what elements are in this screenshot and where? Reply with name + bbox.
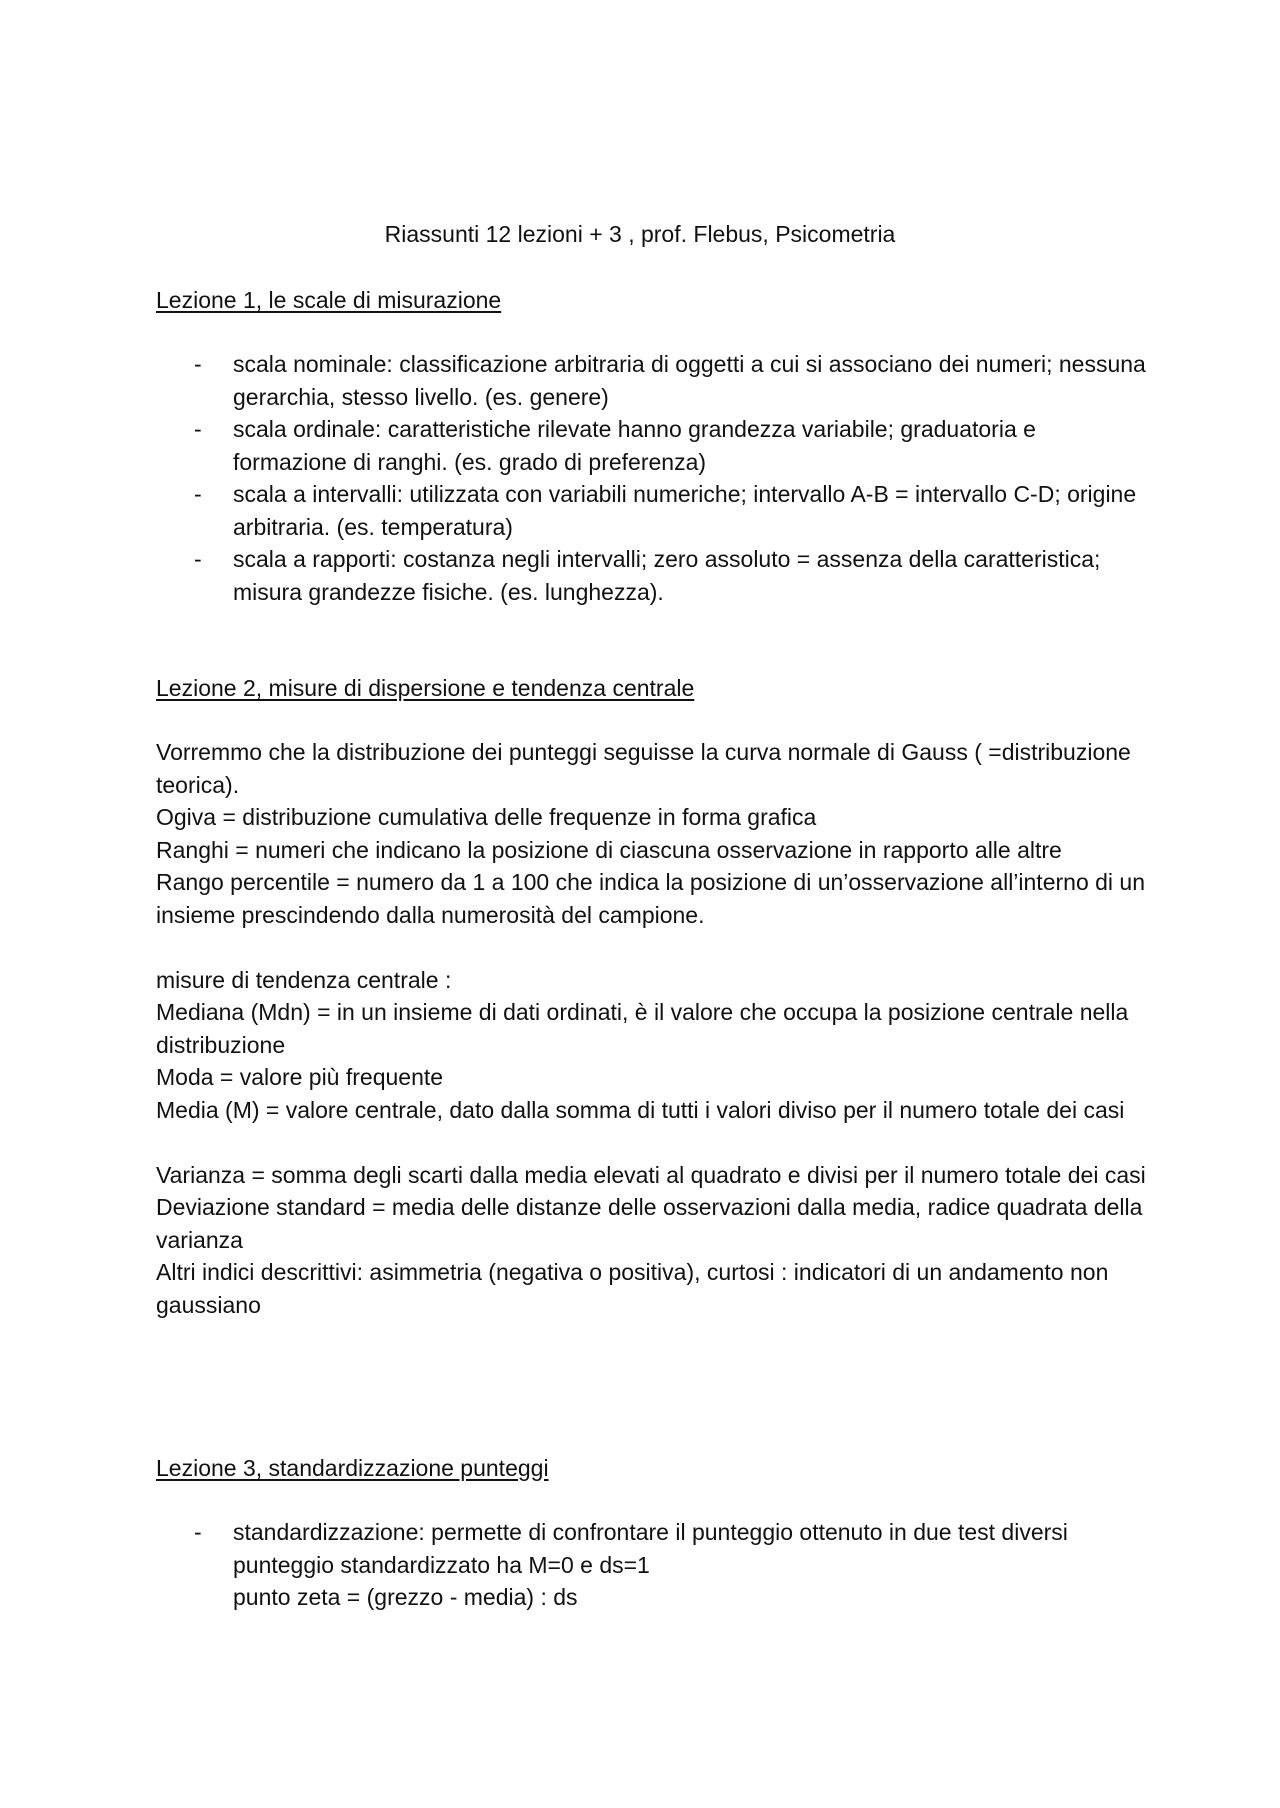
paragraph-spacer xyxy=(156,931,1146,964)
page-title: Riassunti 12 lezioni + 3 , prof. Flebus, Psicometria xyxy=(384,221,896,247)
lesson-3-bullet-list xyxy=(156,1516,1146,1614)
lesson-2-body xyxy=(156,736,1146,1321)
paragraph: Mediana (Mdn) = in un insieme di dati ordinati, è il valore che occupa la posizione centrale nella distribuzione xyxy=(156,999,1129,1058)
bullet-dash: - xyxy=(194,416,202,442)
paragraph: Vorremmo che la distribuzione dei punteggi seguisse la curva normale di Gauss ( =distribuzione teorica). xyxy=(156,739,1131,798)
paragraph: Ogiva = distribuzione cumulativa delle frequenze in forma grafica xyxy=(156,804,817,830)
paragraph: Varianza = somma degli scarti dalla media elevati al quadrato e divisi per il numero totale dei casi xyxy=(156,1161,1146,1188)
bullet-text: scala a intervalli: utilizzata con variabili numeriche; intervallo A-B = intervallo C-D; origine arbitraria. (es. temperatura) xyxy=(233,481,1137,540)
paragraph: Media (M) = valore centrale, dato dalla somma di tutti i valori diviso per il numero totale dei casi xyxy=(156,1096,1125,1123)
paragraph: misure di tendenza centrale : xyxy=(156,966,452,993)
paragraph: Ranghi = numeri che indicano la posizione di ciascuna osservazione in rapporto alle altre xyxy=(156,836,1062,863)
paragraph: Deviazione standard = media delle distanze delle osservazioni dalla media, radice quadrata della varianza xyxy=(156,1194,1143,1253)
bullet-dash: - xyxy=(194,1519,202,1545)
paragraph-spacer xyxy=(156,1126,1146,1159)
list-item xyxy=(156,478,1146,543)
lesson-1-bullet-list xyxy=(156,348,1146,608)
list-item xyxy=(156,543,1146,608)
lesson-3-heading: Lezione 3, standardizzazione punteggi xyxy=(156,1455,549,1481)
bullet-text: scala ordinale: caratteristiche rilevate hanno grandezza variabile; graduatoria e formazione di ranghi. (es. grado di preferenza) xyxy=(233,416,1036,475)
lesson-1-heading: Lezione 1, le scale di misurazione xyxy=(156,287,502,313)
paragraph: Moda = valore più frequente xyxy=(156,1064,444,1090)
lesson-2-heading: Lezione 2, misure di dispersione e tendenza centrale xyxy=(156,675,695,701)
bullet-text: scala nominale: classificazione arbitraria di oggetti a cui si associano dei numeri; nessuna gerarchia, stesso livello. (es. genere) xyxy=(233,351,1146,410)
bullet-line: punteggio standardizzato ha M=0 e ds=1 xyxy=(233,1551,650,1578)
paragraph: Rango percentile = numero da 1 a 100 che indica la posizione di un’osservazione all’interno di un insieme prescindendo dalla numerosità del campione. xyxy=(156,869,1145,928)
list-item xyxy=(156,1516,1146,1614)
list-item xyxy=(156,348,1146,413)
bullet-line: standardizzazione: permette di confrontare il punteggio ottenuto in due test diversi xyxy=(233,1519,1068,1545)
paragraph: Altri indici descrittivi: asimmetria (negativa o positiva), curtosi : indicatori di un andamento non gaussiano xyxy=(156,1259,1109,1318)
bullet-dash: - xyxy=(194,351,202,377)
bullet-line: punto zeta = (grezzo - media) : ds xyxy=(233,1584,578,1610)
bullet-dash: - xyxy=(194,546,202,572)
list-item xyxy=(156,413,1146,478)
bullet-text: scala a rapporti: costanza negli intervalli; zero assoluto = assenza della caratteristica; misura grandezze fisiche. (es. lunghezza). xyxy=(233,546,1101,605)
bullet-dash: - xyxy=(194,481,202,507)
